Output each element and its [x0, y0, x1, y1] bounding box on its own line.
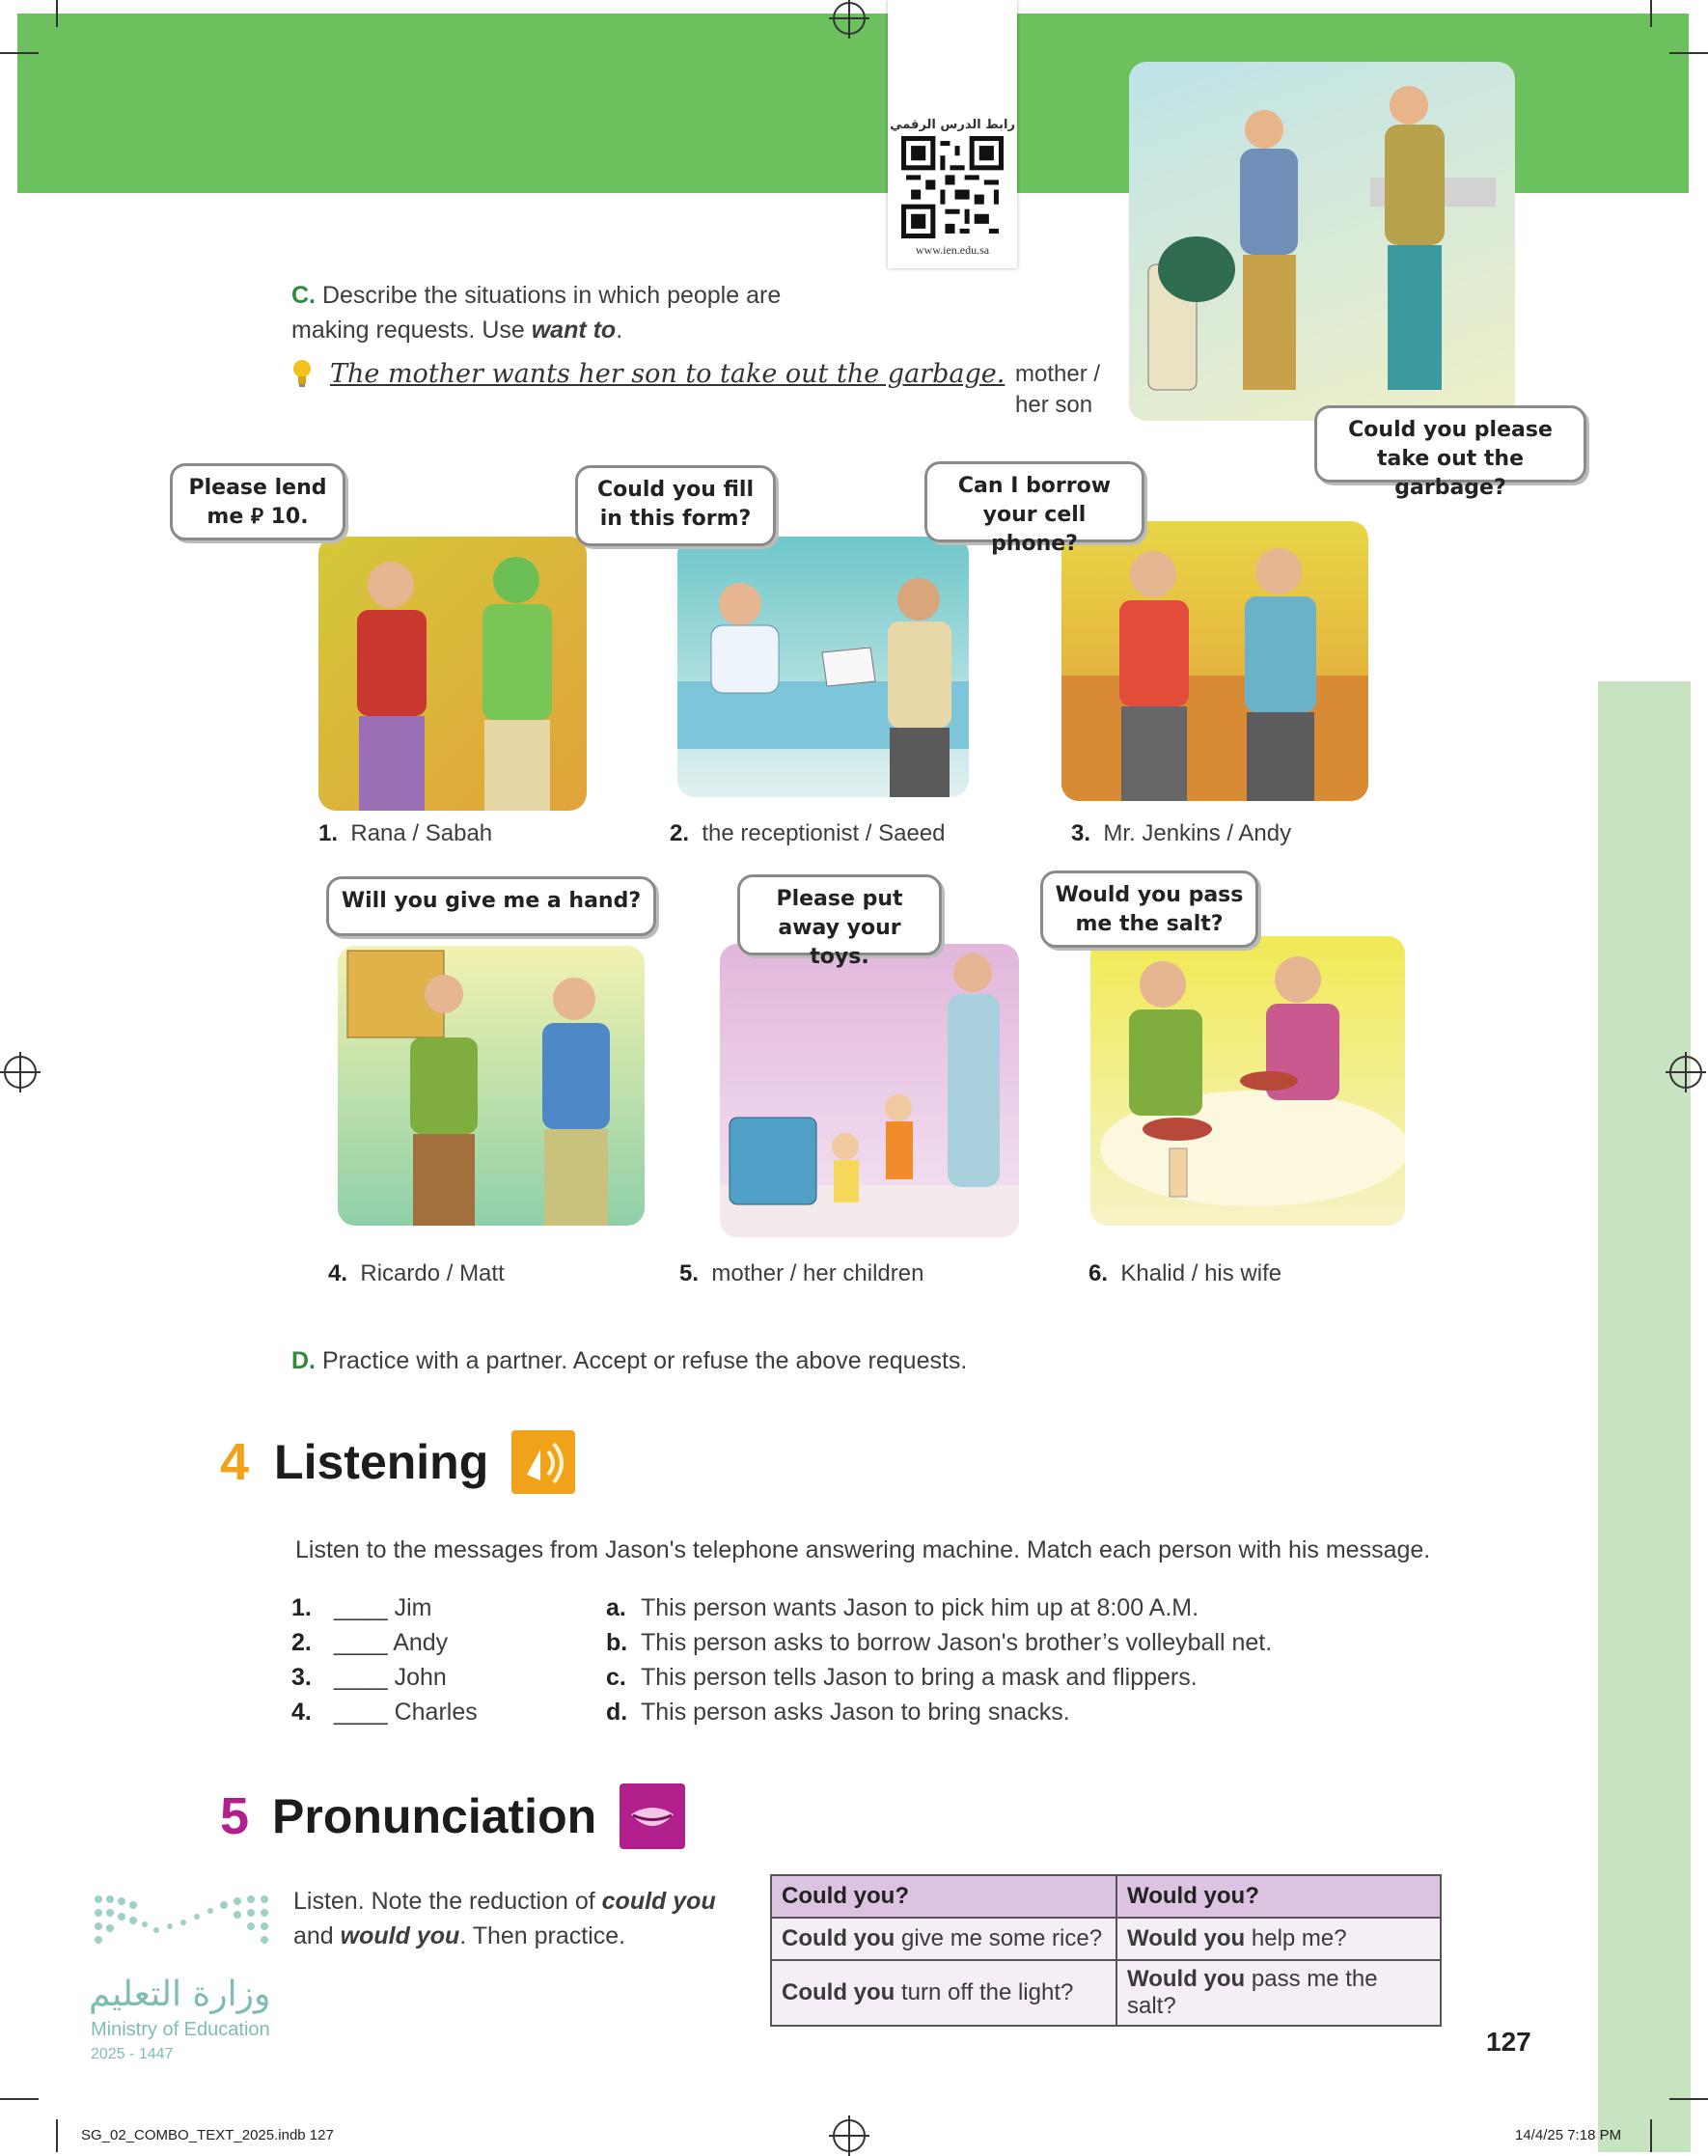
- cell-bold: Could you: [782, 1925, 895, 1951]
- list-item: [606, 1695, 1571, 1729]
- lightbulb-icon: [291, 359, 313, 388]
- picture-5-label: mother / her children: [711, 1260, 924, 1286]
- table-cell: [1116, 1918, 1441, 1960]
- picture-3-number: 3.: [1071, 820, 1091, 846]
- picture-2-number: 2.: [670, 820, 690, 846]
- listening-people-list: [291, 1590, 581, 1729]
- person-number: 2.: [291, 1629, 312, 1656]
- illustration-1: [318, 537, 587, 811]
- picture-6-caption: [1088, 1260, 1281, 1287]
- person-name: Charles: [394, 1699, 478, 1726]
- section-c-instruction: [291, 278, 832, 347]
- picture-3-caption: [1071, 820, 1291, 847]
- person-name: Andy: [393, 1629, 449, 1656]
- cell-text: help me?: [1245, 1925, 1347, 1951]
- listening-messages-list: [606, 1590, 1571, 1729]
- picture-4-label: Ricardo / Matt: [360, 1260, 505, 1286]
- toys-scene-icon: [720, 944, 1019, 1237]
- message-letter: c.: [606, 1664, 626, 1691]
- pronunciation-number: 5: [220, 1787, 250, 1845]
- qr-code-icon[interactable]: [901, 136, 1004, 238]
- crop-mark: [1669, 52, 1708, 54]
- answer-blank[interactable]: ____: [334, 1629, 388, 1656]
- message-text: This person asks to borrow Jason's brother’s volleyball net.: [641, 1629, 1273, 1656]
- crop-mark: [56, 0, 58, 27]
- receptionist-scene-icon: [677, 537, 969, 797]
- picture-5-number: 5.: [679, 1260, 700, 1286]
- garbage-scene-icon: [1129, 62, 1515, 421]
- cell-bold: Would you: [1127, 1925, 1246, 1951]
- picture-3-label: Mr. Jenkins / Andy: [1103, 820, 1292, 846]
- listening-number: 4: [220, 1433, 250, 1491]
- ministry-arabic: وزارة التعليم: [89, 1975, 271, 2014]
- crop-mark: [0, 2098, 39, 2100]
- table-cell: [771, 1960, 1116, 2026]
- registration-mark-top: [833, 2, 866, 35]
- list-item: [291, 1660, 581, 1695]
- list-item: [606, 1625, 1571, 1660]
- qr-label: رابط الدرس الرقمي: [890, 118, 1015, 132]
- phone-scene-icon: [1061, 521, 1368, 801]
- message-letter: b.: [606, 1629, 628, 1656]
- cell-text: turn off the light?: [895, 1979, 1074, 2005]
- speech-bubble-2: Could you fill in this form?: [575, 465, 776, 546]
- picture-6-label: Khalid / his wife: [1120, 1260, 1282, 1286]
- illustration-6: [1090, 936, 1405, 1226]
- crop-mark: [56, 2119, 58, 2152]
- message-text: This person tells Jason to bring a mask and flippers.: [641, 1664, 1198, 1691]
- example-label-line2: her son: [1015, 392, 1093, 418]
- mouth-icon[interactable]: [620, 1783, 685, 1849]
- registration-mark-left: [4, 1056, 37, 1089]
- pronunciation-title: Pronunciation: [272, 1789, 597, 1843]
- speech-bubble-3: Can I borrow your cell phone?: [924, 461, 1144, 542]
- section-d-text: Practice with a partner. Accept or refuse the above requests.: [321, 1347, 968, 1374]
- picture-6-number: 6.: [1088, 1260, 1109, 1286]
- picture-4-caption: [328, 1260, 505, 1287]
- list-item: [606, 1660, 1571, 1695]
- dinner-scene-icon: [1090, 936, 1405, 1226]
- message-text: This person wants Jason to pick him up at 8:00 A.M.: [641, 1594, 1199, 1621]
- pronunciation-heading: [220, 1782, 685, 1851]
- qr-url[interactable]: www.ien.edu.sa: [915, 243, 990, 257]
- section-c-period: .: [616, 317, 623, 344]
- picture-1-caption: [318, 820, 492, 847]
- ministry-dots-logo-icon: [93, 1892, 286, 1957]
- table-cell: [771, 1918, 1116, 1960]
- speech-bubble-4: Will you give me a hand?: [326, 876, 656, 936]
- registration-mark-bottom: [833, 2119, 866, 2152]
- message-letter: d.: [606, 1699, 628, 1726]
- cell-bold: Could you: [782, 1979, 895, 2005]
- pron-emphasis-2: would you: [340, 1922, 460, 1949]
- cell-text: pass me the salt?: [1127, 1966, 1378, 2019]
- illustration-4: [338, 946, 645, 1226]
- listening-title: Listening: [274, 1435, 489, 1489]
- table-header-cell: Could you?: [771, 1875, 1116, 1918]
- pron-text-3: . Then practice.: [459, 1922, 626, 1949]
- speech-bubble-1: Please lend me ⃁ 10.: [170, 463, 345, 540]
- listening-heading: [220, 1428, 575, 1496]
- speech-bubble-6: Would you pass me the salt?: [1040, 871, 1258, 948]
- person-number: 3.: [291, 1664, 312, 1691]
- section-c-text: Describe the situations in which people are making requests. Use: [291, 282, 782, 344]
- pron-text-1: Listen. Note the reduction of: [293, 1888, 602, 1915]
- message-text: This person asks Jason to bring snacks.: [641, 1699, 1070, 1726]
- section-d-instruction: [291, 1343, 967, 1378]
- speech-bubble-garbage: Could you please take out the garbage?: [1314, 405, 1586, 483]
- crop-mark: [1650, 2119, 1652, 2152]
- cell-text: give me some rice?: [895, 1925, 1103, 1951]
- table-row: [771, 1918, 1441, 1960]
- crop-mark: [1669, 2098, 1708, 2100]
- section-c-letter: C.: [291, 282, 316, 309]
- ministry-english: Ministry of Education: [91, 2019, 270, 2040]
- table-header-cell: Would you?: [1116, 1875, 1441, 1918]
- answer-blank[interactable]: ____: [334, 1699, 388, 1726]
- registration-mark-right: [1669, 1056, 1702, 1089]
- illustration-2: [677, 537, 969, 797]
- picture-2-caption: [670, 820, 946, 847]
- moving-boxes-icon: [338, 946, 645, 1226]
- pronunciation-instruction: [293, 1884, 757, 1953]
- pron-text-2: and: [293, 1922, 341, 1949]
- footer-date: 14/4/25 7:18 PM: [1515, 2127, 1622, 2143]
- illustration-3: [1061, 521, 1368, 801]
- table-row: [771, 1960, 1441, 2026]
- person-number: 1.: [291, 1594, 312, 1621]
- picture-4-number: 4.: [328, 1260, 348, 1286]
- list-item: [291, 1590, 581, 1625]
- list-item: [291, 1625, 581, 1660]
- example-label: [1015, 359, 1100, 421]
- picture-2-label: the receptionist / Saeed: [702, 820, 946, 846]
- illustration-5: [720, 944, 1019, 1237]
- answer-blank[interactable]: ____: [334, 1664, 388, 1691]
- speech-bubble-5: Please put away your toys.: [737, 874, 942, 955]
- section-d-letter: D.: [291, 1347, 316, 1374]
- illustration-garbage: [1129, 62, 1515, 421]
- section-c-example: The mother wants her son to take out the garbage.: [330, 359, 1006, 389]
- pron-emphasis-1: could you: [601, 1888, 716, 1915]
- person-name: Jim: [394, 1594, 432, 1621]
- footer-file: SG_02_COMBO_TEXT_2025.indb 127: [81, 2127, 334, 2143]
- message-letter: a.: [606, 1594, 626, 1621]
- ministry-year: 2025 - 1447: [91, 2046, 174, 2062]
- list-item: [291, 1695, 581, 1729]
- table-header-row: [771, 1875, 1441, 1918]
- listening-instruction: Listen to the messages from Jason's telephone answering machine. Match each person with his message.: [295, 1536, 1431, 1563]
- page-number: 127: [1486, 2027, 1531, 2057]
- pronunciation-table: [770, 1874, 1442, 2027]
- table-cell: [1116, 1960, 1441, 2026]
- people-lending-icon: [318, 537, 587, 811]
- qr-card[interactable]: [888, 0, 1017, 268]
- cell-bold: Would you: [1127, 1966, 1246, 1992]
- crop-mark: [0, 52, 39, 54]
- picture-5-caption: [679, 1260, 923, 1287]
- audio-icon[interactable]: [511, 1430, 575, 1494]
- person-name: John: [394, 1664, 447, 1691]
- list-item: [606, 1590, 1571, 1625]
- crop-mark: [1650, 0, 1652, 27]
- answer-blank[interactable]: ____: [334, 1594, 388, 1621]
- person-number: 4.: [291, 1699, 312, 1726]
- picture-1-label: Rana / Sabah: [350, 820, 493, 846]
- example-label-line1: mother /: [1015, 361, 1101, 387]
- picture-1-number: 1.: [318, 820, 339, 846]
- section-c-emphasis: want to: [531, 317, 617, 344]
- side-band: [1598, 681, 1691, 2152]
